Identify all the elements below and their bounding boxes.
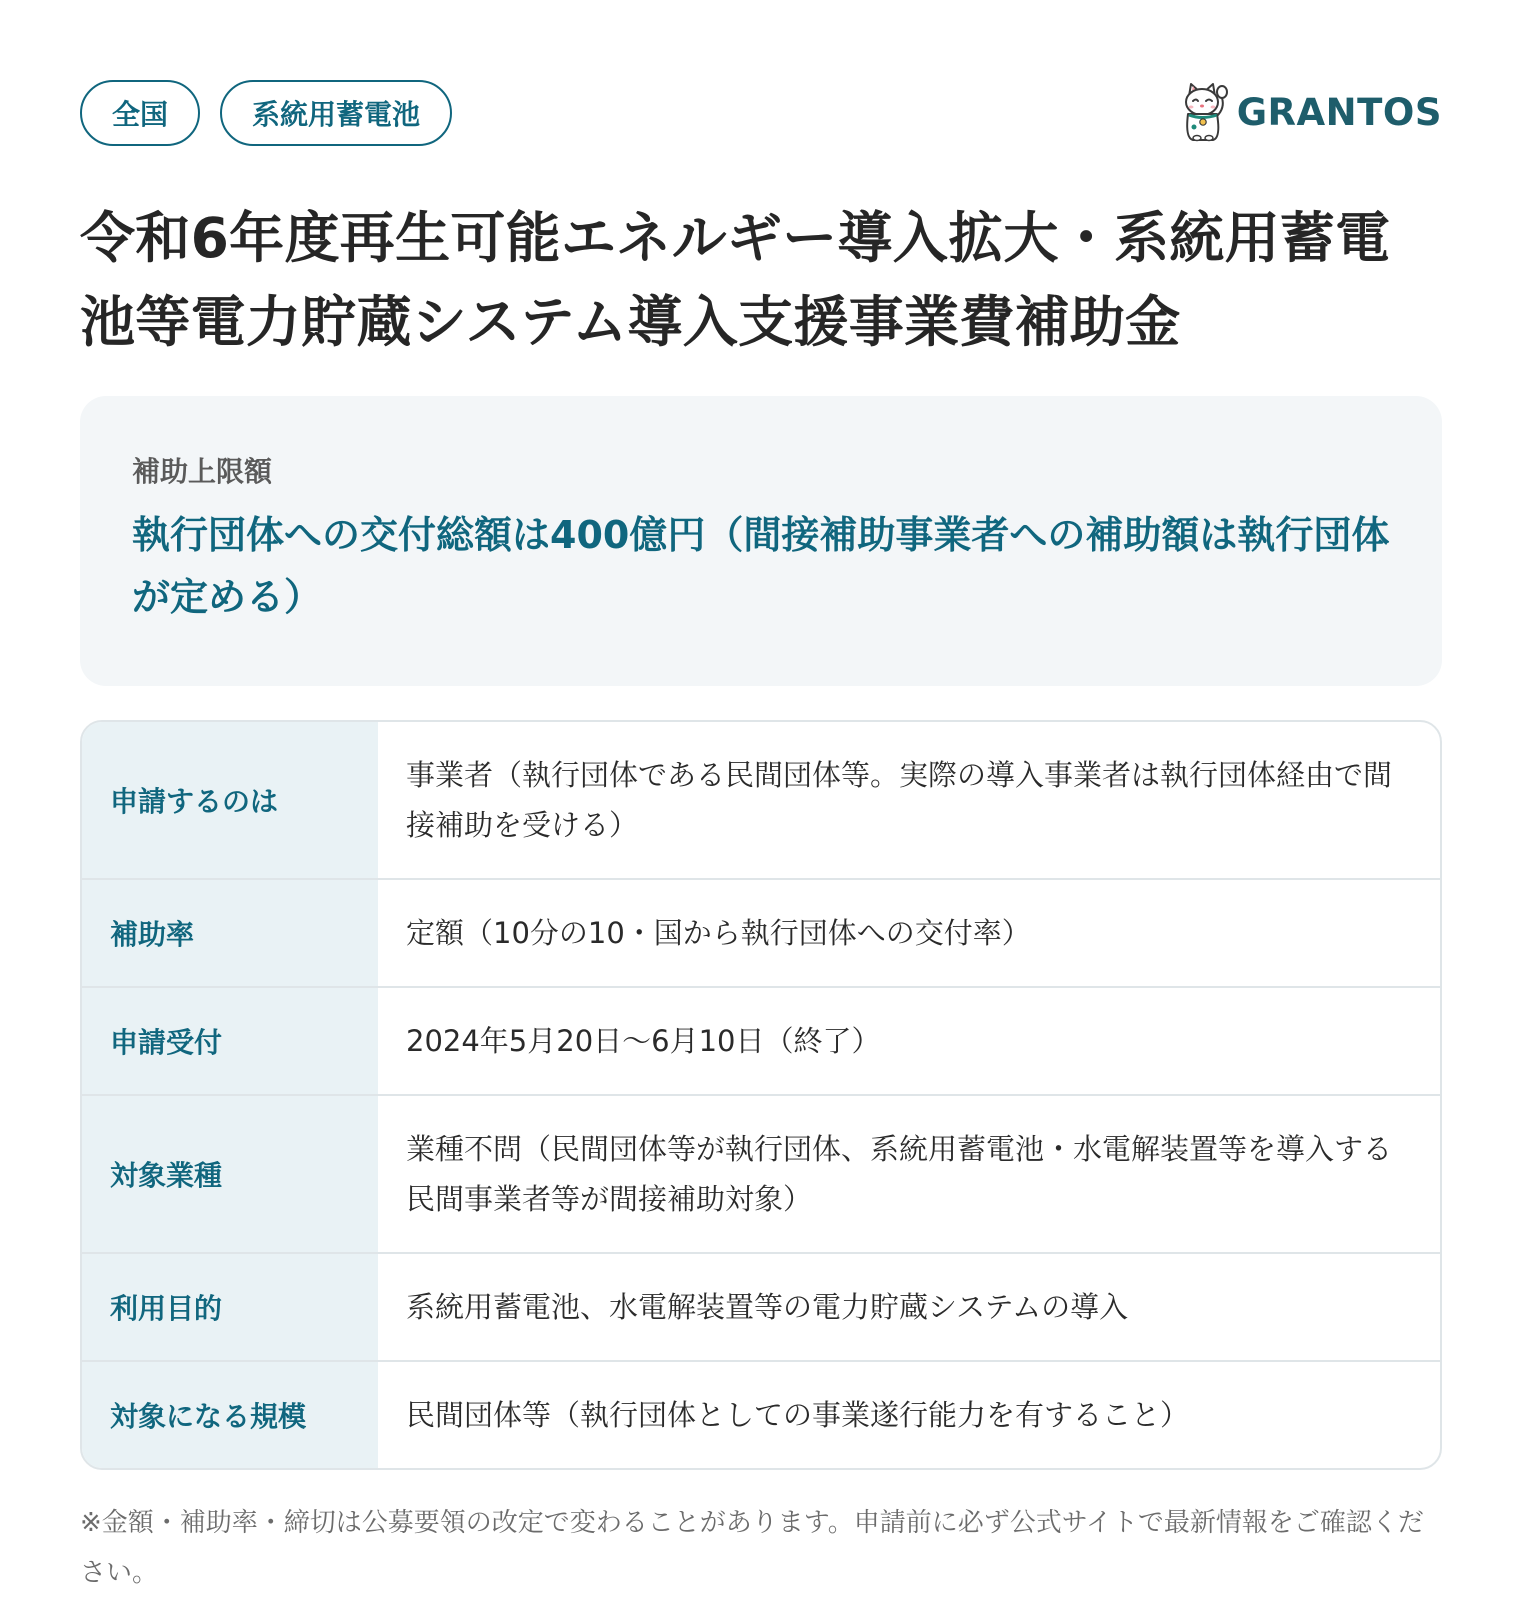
subsidy-card bbox=[80, 80, 1442, 1624]
tag-category[interactable]: 系統用蓄電池 bbox=[220, 80, 452, 146]
logo-text: GRANTOS bbox=[1236, 90, 1442, 134]
table-row bbox=[82, 1252, 1440, 1360]
row-label-rate: 補助率 bbox=[82, 880, 378, 986]
table-row bbox=[82, 986, 1440, 1094]
row-label-period: 申請受付 bbox=[82, 988, 378, 1094]
disclaimer-note: ※金額・補助率・締切は公募要領の改定で変わることがあります。申請前に必ず公式サイトで最新情報をご確認ください。 bbox=[80, 1508, 1424, 1588]
row-value-industry: 業種不問（民間団体等が執行団体、系統用蓄電池・水電解装置等を導入する民間事業者等が間接補助対象） bbox=[406, 1132, 1393, 1216]
row-value-scale: 民間団体等（執行団体としての事業遂行能力を有すること） bbox=[406, 1398, 1190, 1432]
subsidy-limit-box bbox=[80, 396, 1442, 686]
maneki-neko-cat-icon bbox=[1181, 82, 1229, 142]
row-value-period: 2024年5月20日〜6月10日（終了） bbox=[406, 1024, 881, 1058]
info-table bbox=[80, 720, 1442, 1470]
row-value-rate: 定額（10分の10・国から執行団体への交付率） bbox=[406, 916, 1031, 950]
row-label-applicant: 申請するのは bbox=[82, 722, 378, 878]
header-row bbox=[80, 80, 1442, 150]
tag-region[interactable]: 全国 bbox=[80, 80, 200, 146]
row-value-purpose: 系統用蓄電池、水電解装置等の電力貯蔵システムの導入 bbox=[406, 1290, 1129, 1324]
row-label-purpose: 利用目的 bbox=[82, 1254, 378, 1360]
row-label-scale: 対象になる規模 bbox=[82, 1362, 378, 1468]
table-row bbox=[82, 1360, 1440, 1468]
table-row bbox=[82, 722, 1440, 878]
table-row bbox=[82, 1094, 1440, 1252]
row-value-applicant: 事業者（執行団体である民間団体等。実際の導入事業者は執行団体経由で間接補助を受ける） bbox=[406, 758, 1393, 842]
subsidy-limit-label: 補助上限額 bbox=[132, 455, 273, 488]
row-label-industry: 対象業種 bbox=[82, 1096, 378, 1252]
grantos-logo[interactable] bbox=[1181, 82, 1442, 142]
subsidy-limit-value: 執行団体への交付総額は400億円（間接補助事業者への補助額は執行団体が定める） bbox=[132, 513, 1390, 619]
table-row bbox=[82, 878, 1440, 986]
page-title: 令和6年度再生可能エネルギー導入拡大・系統用蓄電池等電力貯蔵システム導入支援事業費補助金 bbox=[80, 206, 1391, 354]
